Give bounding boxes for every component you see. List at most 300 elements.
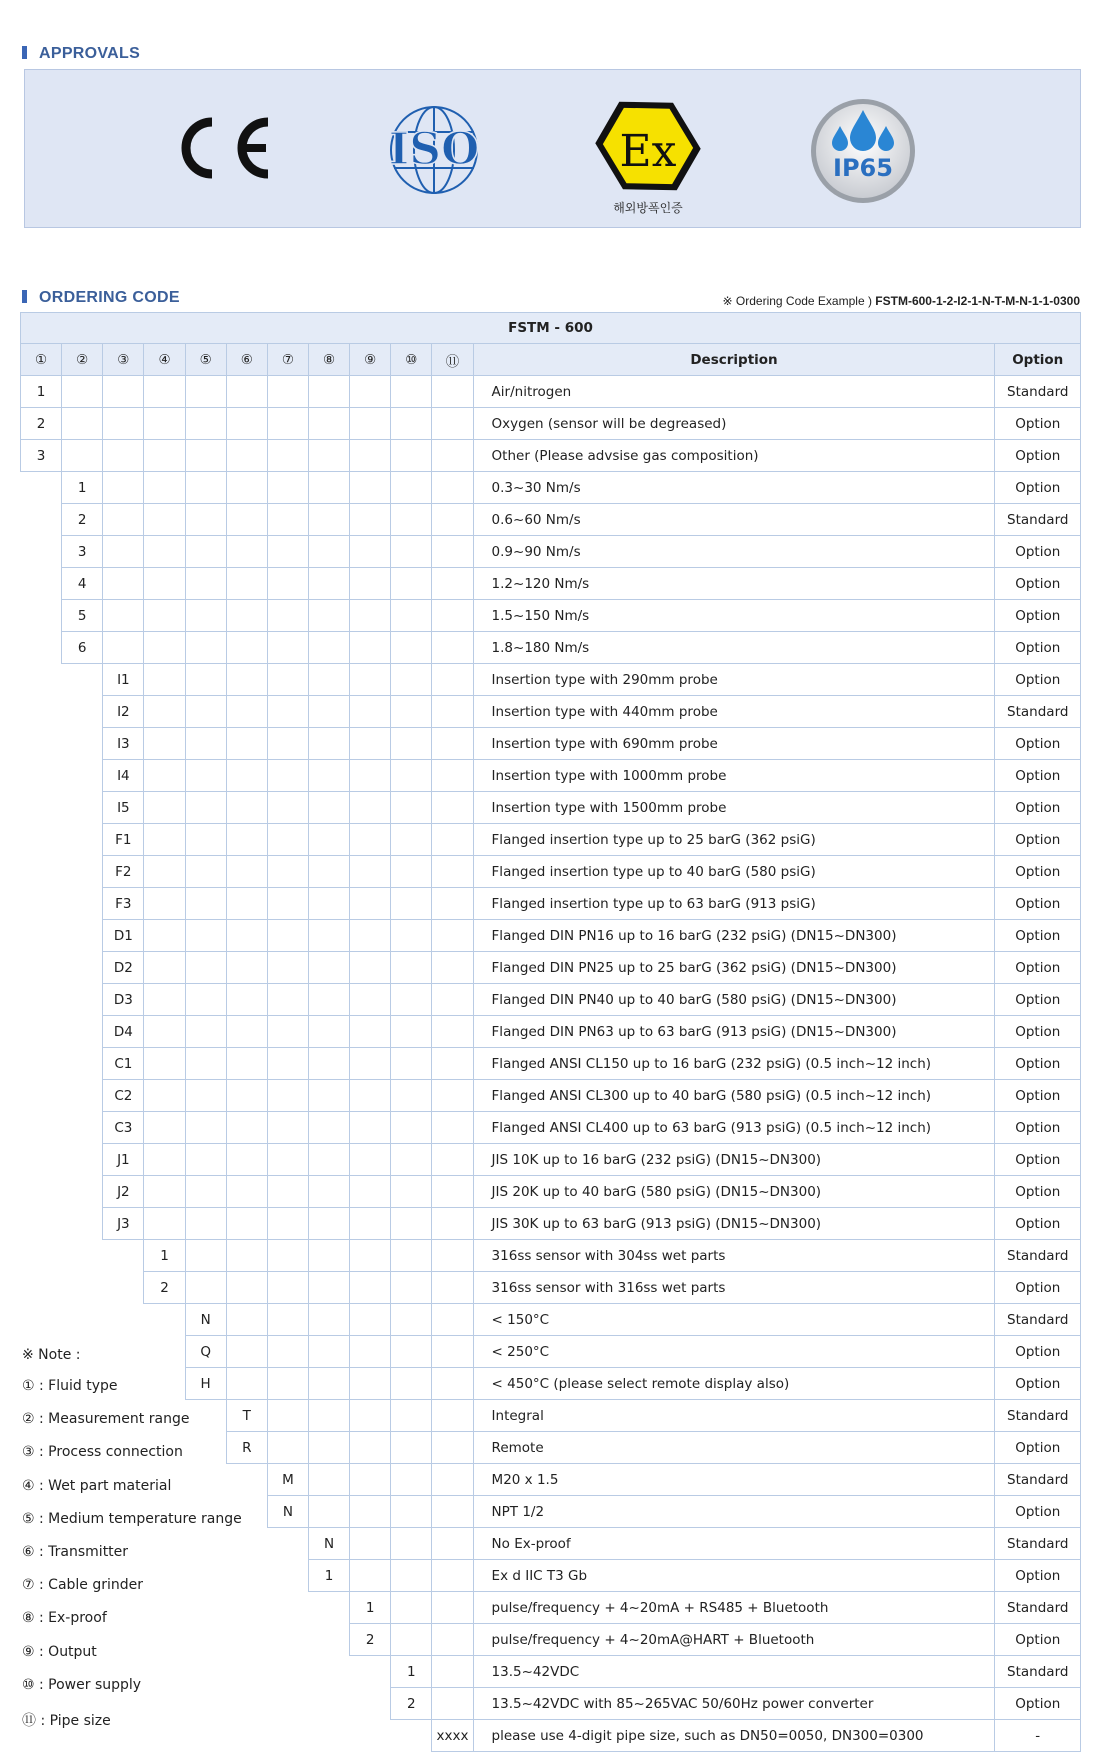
blank-cell	[226, 536, 267, 568]
table-row	[21, 1112, 1081, 1144]
blank-cell	[308, 728, 349, 760]
blank-cell	[391, 696, 432, 728]
blank-cell	[432, 504, 473, 536]
column-header-3: ③	[103, 344, 144, 376]
column-header-5: ⑤	[185, 344, 226, 376]
empty-cell	[21, 536, 62, 568]
option-header: Option	[995, 344, 1081, 376]
blank-cell	[350, 1112, 391, 1144]
code-cell: 1	[391, 1656, 432, 1688]
blank-cell	[308, 1336, 349, 1368]
description-cell: < 250°C	[473, 1336, 995, 1368]
blank-cell	[391, 1368, 432, 1400]
blank-cell	[391, 1464, 432, 1496]
blank-cell	[144, 1144, 185, 1176]
blank-cell	[103, 600, 144, 632]
blank-cell	[226, 824, 267, 856]
blank-cell	[308, 1112, 349, 1144]
blank-cell	[308, 760, 349, 792]
code-cell: 2	[21, 408, 62, 440]
empty-cell	[144, 1304, 185, 1336]
blank-cell	[432, 856, 473, 888]
blank-cell	[226, 952, 267, 984]
blank-cell	[391, 1336, 432, 1368]
ex-logo-caption: 해외방폭인증	[613, 201, 683, 214]
blank-cell	[391, 728, 432, 760]
blank-cell	[350, 1336, 391, 1368]
description-cell: Flanged ANSI CL400 up to 63 barG (913 psiG) (0.5 inch~12 inch)	[473, 1112, 995, 1144]
table-row	[21, 472, 1081, 504]
table-row	[21, 824, 1081, 856]
blank-cell	[308, 792, 349, 824]
description-cell: Flanged DIN PN16 up to 16 barG (232 psiG) (DN15~DN300)	[473, 920, 995, 952]
empty-cell	[350, 1720, 391, 1752]
description-cell: 0.9~90 Nm/s	[473, 536, 995, 568]
table-row	[21, 1048, 1081, 1080]
blank-cell	[185, 1016, 226, 1048]
ip65-logo	[808, 96, 918, 206]
blank-cell	[350, 1080, 391, 1112]
option-cell: Standard	[995, 376, 1081, 408]
blank-cell	[144, 1080, 185, 1112]
blank-cell	[432, 1048, 473, 1080]
empty-cell	[62, 728, 103, 760]
blank-cell	[185, 920, 226, 952]
blank-cell	[267, 1048, 308, 1080]
empty-cell	[308, 1624, 349, 1656]
blank-cell	[144, 568, 185, 600]
blank-cell	[350, 824, 391, 856]
code-cell: D3	[103, 984, 144, 1016]
section-marker	[22, 46, 27, 59]
option-cell: Option	[995, 1144, 1081, 1176]
option-cell: Option	[995, 1176, 1081, 1208]
code-cell: T	[226, 1400, 267, 1432]
blank-cell	[267, 1176, 308, 1208]
code-cell: R	[226, 1432, 267, 1464]
description-cell: Flanged insertion type up to 40 barG (580 psiG)	[473, 856, 995, 888]
blank-cell	[391, 920, 432, 952]
empty-cell	[103, 1272, 144, 1304]
blank-cell	[391, 600, 432, 632]
blank-cell	[391, 984, 432, 1016]
empty-cell	[62, 664, 103, 696]
blank-cell	[391, 1112, 432, 1144]
code-cell: 2	[350, 1624, 391, 1656]
blank-cell	[350, 1016, 391, 1048]
code-cell: J3	[103, 1208, 144, 1240]
option-cell: Option	[995, 1336, 1081, 1368]
code-cell: J1	[103, 1144, 144, 1176]
column-header-1: ①	[21, 344, 62, 376]
description-cell: Other (Please advsise gas composition)	[473, 440, 995, 472]
blank-cell	[391, 536, 432, 568]
table-row	[21, 440, 1081, 472]
blank-cell	[144, 984, 185, 1016]
description-cell: Flanged DIN PN40 up to 40 barG (580 psiG) (DN15~DN300)	[473, 984, 995, 1016]
blank-cell	[432, 728, 473, 760]
empty-cell	[62, 920, 103, 952]
blank-cell	[308, 1176, 349, 1208]
blank-cell	[350, 536, 391, 568]
code-cell: 2	[391, 1688, 432, 1720]
blank-cell	[185, 536, 226, 568]
blank-cell	[391, 1048, 432, 1080]
blank-cell	[391, 664, 432, 696]
blank-cell	[308, 984, 349, 1016]
blank-cell	[308, 1304, 349, 1336]
option-cell: Option	[995, 440, 1081, 472]
blank-cell	[226, 376, 267, 408]
blank-cell	[185, 1272, 226, 1304]
example-code: FSTM-600-1-2-I2-1-N-T-M-N-1-1-0300	[875, 294, 1080, 308]
blank-cell	[267, 536, 308, 568]
empty-cell	[267, 1592, 308, 1624]
empty-cell	[62, 1112, 103, 1144]
blank-cell	[185, 504, 226, 536]
empty-cell	[267, 1720, 308, 1752]
description-cell: Integral	[473, 1400, 995, 1432]
empty-cell	[267, 1656, 308, 1688]
blank-cell	[267, 696, 308, 728]
empty-cell	[267, 1528, 308, 1560]
empty-cell	[62, 888, 103, 920]
section-marker	[22, 290, 27, 303]
blank-cell	[267, 792, 308, 824]
blank-cell	[144, 1208, 185, 1240]
column-header-4: ④	[144, 344, 185, 376]
blank-cell	[226, 1240, 267, 1272]
description-cell: pulse/frequency + 4~20mA + RS485 + Bluetooth	[473, 1592, 995, 1624]
blank-cell	[391, 440, 432, 472]
blank-cell	[267, 472, 308, 504]
option-cell: Option	[995, 1432, 1081, 1464]
blank-cell	[267, 1144, 308, 1176]
empty-cell	[21, 792, 62, 824]
blank-cell	[350, 1272, 391, 1304]
table-row	[21, 888, 1081, 920]
empty-cell	[62, 1304, 103, 1336]
blank-cell	[391, 1592, 432, 1624]
empty-cell	[62, 1272, 103, 1304]
blank-cell	[308, 920, 349, 952]
option-cell: Option	[995, 1048, 1081, 1080]
code-cell: N	[185, 1304, 226, 1336]
empty-cell	[21, 1304, 62, 1336]
blank-cell	[350, 504, 391, 536]
description-cell: Flanged ANSI CL300 up to 40 barG (580 psiG) (0.5 inch~12 inch)	[473, 1080, 995, 1112]
blank-cell	[308, 1496, 349, 1528]
option-cell: Option	[995, 1080, 1081, 1112]
blank-cell	[103, 632, 144, 664]
column-header-8: ⑧	[308, 344, 349, 376]
blank-cell	[308, 536, 349, 568]
blank-cell	[226, 1208, 267, 1240]
blank-cell	[432, 1272, 473, 1304]
blank-cell	[144, 856, 185, 888]
blank-cell	[185, 376, 226, 408]
code-cell: D1	[103, 920, 144, 952]
table-row	[21, 728, 1081, 760]
blank-cell	[308, 376, 349, 408]
option-cell: Standard	[995, 1656, 1081, 1688]
empty-cell	[21, 1240, 62, 1272]
blank-cell	[267, 1016, 308, 1048]
blank-cell	[144, 824, 185, 856]
blank-cell	[350, 1048, 391, 1080]
code-cell: 6	[62, 632, 103, 664]
blank-cell	[432, 536, 473, 568]
blank-cell	[432, 792, 473, 824]
blank-cell	[432, 1560, 473, 1592]
option-cell: Option	[995, 792, 1081, 824]
blank-cell	[226, 568, 267, 600]
blank-cell	[267, 760, 308, 792]
blank-cell	[350, 696, 391, 728]
empty-cell	[21, 1272, 62, 1304]
blank-cell	[103, 568, 144, 600]
option-cell: Option	[995, 856, 1081, 888]
notes-list	[22, 1378, 242, 1743]
table-row	[21, 1272, 1081, 1304]
iso-logo-text: ISO	[388, 124, 480, 175]
empty-cell	[21, 1112, 62, 1144]
empty-cell	[21, 472, 62, 504]
note-item: ② : Measurement range	[22, 1411, 190, 1428]
blank-cell	[144, 600, 185, 632]
blank-cell	[226, 1176, 267, 1208]
option-cell: Option	[995, 1624, 1081, 1656]
blank-cell	[144, 952, 185, 984]
empty-cell	[21, 920, 62, 952]
model-name: FSTM - 600	[21, 313, 1081, 344]
description-cell: Oxygen (sensor will be degreased)	[473, 408, 995, 440]
description-cell: Flanged DIN PN25 up to 25 barG (362 psiG) (DN15~DN300)	[473, 952, 995, 984]
description-cell: 1.5~150 Nm/s	[473, 600, 995, 632]
code-cell: xxxx	[432, 1720, 473, 1752]
option-cell: Option	[995, 1496, 1081, 1528]
note-item: ⑥ : Transmitter	[22, 1543, 129, 1560]
blank-cell	[391, 1080, 432, 1112]
empty-cell	[21, 888, 62, 920]
blank-cell	[144, 1048, 185, 1080]
blank-cell	[308, 1144, 349, 1176]
blank-cell	[185, 696, 226, 728]
empty-cell	[21, 1048, 62, 1080]
blank-cell	[432, 1304, 473, 1336]
description-cell: JIS 30K up to 63 barG (913 psiG) (DN15~DN300)	[473, 1208, 995, 1240]
description-cell: Insertion type with 690mm probe	[473, 728, 995, 760]
option-cell: Option	[995, 664, 1081, 696]
blank-cell	[185, 824, 226, 856]
note-item: ③ : Process connection	[22, 1444, 183, 1461]
empty-cell	[21, 600, 62, 632]
description-cell: pulse/frequency + 4~20mA@HART + Bluetooth	[473, 1624, 995, 1656]
blank-cell	[391, 952, 432, 984]
empty-cell	[62, 760, 103, 792]
blank-cell	[267, 728, 308, 760]
blank-cell	[308, 824, 349, 856]
blank-cell	[350, 472, 391, 504]
blank-cell	[226, 760, 267, 792]
blank-cell	[144, 1176, 185, 1208]
blank-cell	[185, 1112, 226, 1144]
description-cell: JIS 20K up to 40 barG (580 psiG) (DN15~DN300)	[473, 1176, 995, 1208]
blank-cell	[226, 408, 267, 440]
blank-cell	[350, 376, 391, 408]
table-row	[21, 568, 1081, 600]
table-row	[21, 1080, 1081, 1112]
blank-cell	[432, 952, 473, 984]
description-cell: Insertion type with 1500mm probe	[473, 792, 995, 824]
empty-cell	[103, 1304, 144, 1336]
blank-cell	[432, 600, 473, 632]
blank-cell	[185, 1144, 226, 1176]
blank-cell	[350, 1432, 391, 1464]
blank-cell	[226, 1304, 267, 1336]
code-cell: 1	[144, 1240, 185, 1272]
blank-cell	[432, 920, 473, 952]
column-header-7: ⑦	[267, 344, 308, 376]
code-cell: 1	[308, 1560, 349, 1592]
code-cell: D4	[103, 1016, 144, 1048]
blank-cell	[226, 856, 267, 888]
blank-cell	[226, 1048, 267, 1080]
blank-cell	[103, 504, 144, 536]
blank-cell	[432, 1080, 473, 1112]
option-cell: Option	[995, 408, 1081, 440]
ordering-code-example	[723, 294, 1081, 308]
blank-cell	[391, 760, 432, 792]
notes-title: ※ Note :	[22, 1347, 81, 1363]
blank-cell	[350, 1528, 391, 1560]
empty-cell	[21, 696, 62, 728]
blank-cell	[226, 1112, 267, 1144]
blank-cell	[432, 1528, 473, 1560]
blank-cell	[350, 1400, 391, 1432]
table-row	[21, 856, 1081, 888]
blank-cell	[226, 600, 267, 632]
description-cell: Insertion type with 440mm probe	[473, 696, 995, 728]
blank-cell	[432, 472, 473, 504]
code-cell: I1	[103, 664, 144, 696]
blank-cell	[350, 1144, 391, 1176]
blank-cell	[391, 856, 432, 888]
blank-cell	[267, 1400, 308, 1432]
blank-cell	[391, 1528, 432, 1560]
table-row	[21, 504, 1081, 536]
code-cell: 3	[62, 536, 103, 568]
option-cell: Standard	[995, 1400, 1081, 1432]
description-cell: < 150°C	[473, 1304, 995, 1336]
blank-cell	[350, 1464, 391, 1496]
blank-cell	[391, 1400, 432, 1432]
code-cell: 2	[62, 504, 103, 536]
option-cell: Option	[995, 888, 1081, 920]
blank-cell	[308, 600, 349, 632]
blank-cell	[308, 1016, 349, 1048]
blank-cell	[432, 376, 473, 408]
empty-cell	[21, 952, 62, 984]
blank-cell	[391, 568, 432, 600]
description-cell: Remote	[473, 1432, 995, 1464]
column-header-10: ⑩	[391, 344, 432, 376]
blank-cell	[144, 472, 185, 504]
option-cell: Option	[995, 1016, 1081, 1048]
empty-cell	[21, 1208, 62, 1240]
blank-cell	[62, 440, 103, 472]
option-cell: Option	[995, 1688, 1081, 1720]
blank-cell	[432, 1592, 473, 1624]
option-cell: Option	[995, 760, 1081, 792]
blank-cell	[391, 1624, 432, 1656]
blank-cell	[308, 568, 349, 600]
note-item: ⑤ : Medium temperature range	[22, 1510, 242, 1527]
table-title-row	[21, 313, 1081, 344]
option-cell: Standard	[995, 504, 1081, 536]
blank-cell	[267, 888, 308, 920]
note-item: ⑧ : Ex-proof	[22, 1610, 107, 1627]
option-cell: Option	[995, 1208, 1081, 1240]
blank-cell	[185, 1240, 226, 1272]
blank-cell	[144, 536, 185, 568]
blank-cell	[185, 632, 226, 664]
empty-cell	[350, 1656, 391, 1688]
table-row	[21, 952, 1081, 984]
option-cell: Option	[995, 472, 1081, 504]
blank-cell	[308, 1080, 349, 1112]
empty-cell	[21, 824, 62, 856]
blank-cell	[226, 920, 267, 952]
blank-cell	[185, 984, 226, 1016]
description-cell: JIS 10K up to 16 barG (232 psiG) (DN15~DN300)	[473, 1144, 995, 1176]
code-cell: M	[267, 1464, 308, 1496]
empty-cell	[62, 1080, 103, 1112]
blank-cell	[308, 888, 349, 920]
blank-cell	[432, 664, 473, 696]
description-header: Description	[473, 344, 995, 376]
blank-cell	[350, 1208, 391, 1240]
note-item: ⑩ : Power supply	[22, 1676, 142, 1693]
description-cell: Flanged insertion type up to 63 barG (913 psiG)	[473, 888, 995, 920]
option-cell: Standard	[995, 696, 1081, 728]
code-cell: I5	[103, 792, 144, 824]
empty-cell	[21, 632, 62, 664]
blank-cell	[185, 408, 226, 440]
table-row	[21, 600, 1081, 632]
blank-cell	[226, 1016, 267, 1048]
table-row	[21, 760, 1081, 792]
description-cell: NPT 1/2	[473, 1496, 995, 1528]
blank-cell	[350, 888, 391, 920]
table-row	[21, 1240, 1081, 1272]
blank-cell	[350, 920, 391, 952]
column-header-6: ⑥	[226, 344, 267, 376]
empty-cell	[21, 856, 62, 888]
empty-cell	[21, 1144, 62, 1176]
table-row	[21, 1144, 1081, 1176]
description-cell: 316ss sensor with 316ss wet parts	[473, 1272, 995, 1304]
iso-logo	[378, 102, 490, 198]
empty-cell	[62, 1176, 103, 1208]
blank-cell	[432, 1240, 473, 1272]
blank-cell	[267, 568, 308, 600]
empty-cell	[308, 1688, 349, 1720]
code-cell: N	[267, 1496, 308, 1528]
blank-cell	[103, 536, 144, 568]
blank-cell	[267, 1208, 308, 1240]
description-cell: 316ss sensor with 304ss wet parts	[473, 1240, 995, 1272]
